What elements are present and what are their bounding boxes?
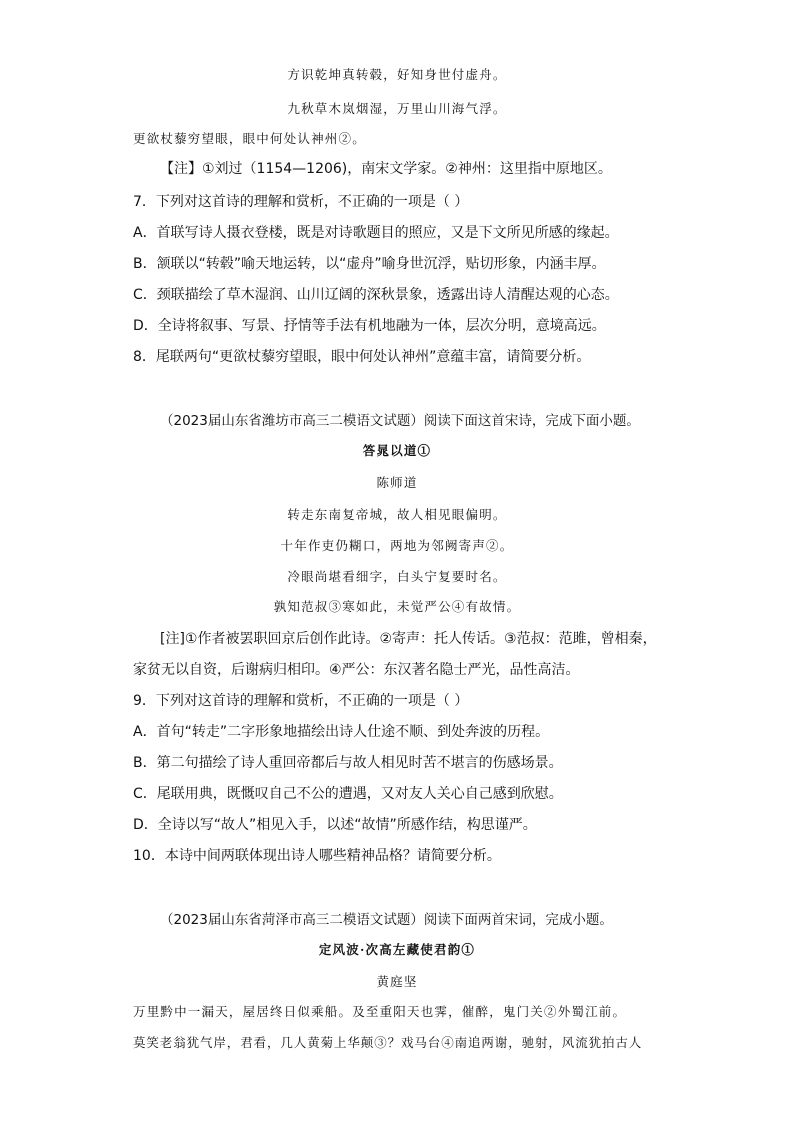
question-9-option-c: C．尾联用典，既慨叹自己不公的遭遇，又对友人关心自己感到欣慰。 — [133, 786, 563, 802]
section3-poem-line-1: 万里黔中一漏天，屋居终日似乘船。及至重阳天也霁，催醉，鬼门关②外蜀江前。 — [133, 1004, 627, 1019]
section2-note-line-1: [注]①作者被罢职回京后创作此诗。②寄声：托人传话。③范叔：范雎，曾相秦， — [160, 631, 657, 647]
section3-author: 黄庭坚 — [376, 974, 418, 989]
question-7-option-b: B．颔联以“转毂”喻天地运转，以“虚舟”喻身世沉浮，贴切形象，内涵丰厚。 — [133, 256, 606, 272]
section3-poem-title: 定风波·次高左藏使君韵① — [318, 942, 476, 957]
question-9-option-a: A．首句“转走”二字形象地描绘出诗人仕途不顺、到处奔波的历程。 — [133, 724, 550, 740]
section2-author: 陈师道 — [376, 475, 418, 490]
section2-poem-line-3: 冷眼尚堪看细字，白头宁复要时名。 — [287, 569, 507, 584]
question-9-stem: 9．下列对这首诗的理解和赏析，不正确的一项是（ ） — [133, 693, 469, 709]
section2-poem-line-2: 十年作吏仍糊口，两地为邻阙寄声②。 — [280, 538, 514, 553]
poem1-line-2: 九秋草木岚烟湿，万里山川海气浮。 — [287, 101, 507, 116]
section2-poem-title: 答晁以道① — [362, 443, 432, 458]
poem1-line-3: 更欲杖藜穷望眼，眼中何处认神州②。 — [133, 131, 366, 146]
question-7-option-a: A．首联写诗人摄衣登楼，既是对诗歌题目的照应，又是下文所见所感的缘起。 — [133, 225, 619, 241]
question-9-option-d: D．全诗以写“故人”相见入手，以述“故情”所感作结，构思谨严。 — [133, 817, 537, 833]
question-7-option-c: C．颈联描绘了草木湿润、山川辽阔的深秋景象，透露出诗人清醒达观的心态。 — [133, 287, 619, 303]
section3-intro: （2023届山东省菏泽市高三二模语文试题）阅读下面两首宋词，完成小题。 — [160, 912, 613, 928]
question-7-stem: 7．下列对这首诗的理解和赏析，不正确的一项是（ ） — [133, 194, 469, 210]
section3-poem-line-2: 莫笑老翁犹气岸，君看，几人黄菊上华颠③？戏马台④南追两谢，驰射，风流犹拍古人 — [133, 1035, 643, 1050]
section2-poem-line-1: 转走东南复帝城，故人相见眼偏明。 — [287, 507, 507, 522]
section2-intro: （2023届山东省潍坊市高三二模语文试题）阅读下面这首宋诗，完成下面小题。 — [160, 413, 640, 429]
poem1-note: 【注】①刘过（1154—1206)，南宋文学家。②神州：这里指中原地区。 — [160, 161, 612, 177]
question-7-option-d: D．全诗将叙事、写景、抒情等手法有机地融为一体，层次分明，意境高远。 — [133, 318, 606, 334]
question-10-stem: 10．本诗中间两联体现出诗人哪些精神品格？请简要分析。 — [133, 848, 501, 864]
question-8-stem: 8．尾联两句“更欲杖藜穷望眼，眼中何处认神州”意蕴丰富，请简要分析。 — [133, 349, 591, 365]
section2-note-line-2: 家贫无以自资，后谢病归相印。④严公：东汉著名隐士严光，品性高洁。 — [133, 662, 580, 678]
section2-poem-line-4: 孰知范叔③寒如此，未觉严公④有故情。 — [273, 599, 521, 614]
question-9-option-b: B．第二句描绘了诗人重回帝都后与故人相见时苦不堪言的伤感场景。 — [133, 755, 563, 771]
poem1-line-1: 方识乾坤真转毂，好知身世付虚舟。 — [287, 67, 507, 82]
